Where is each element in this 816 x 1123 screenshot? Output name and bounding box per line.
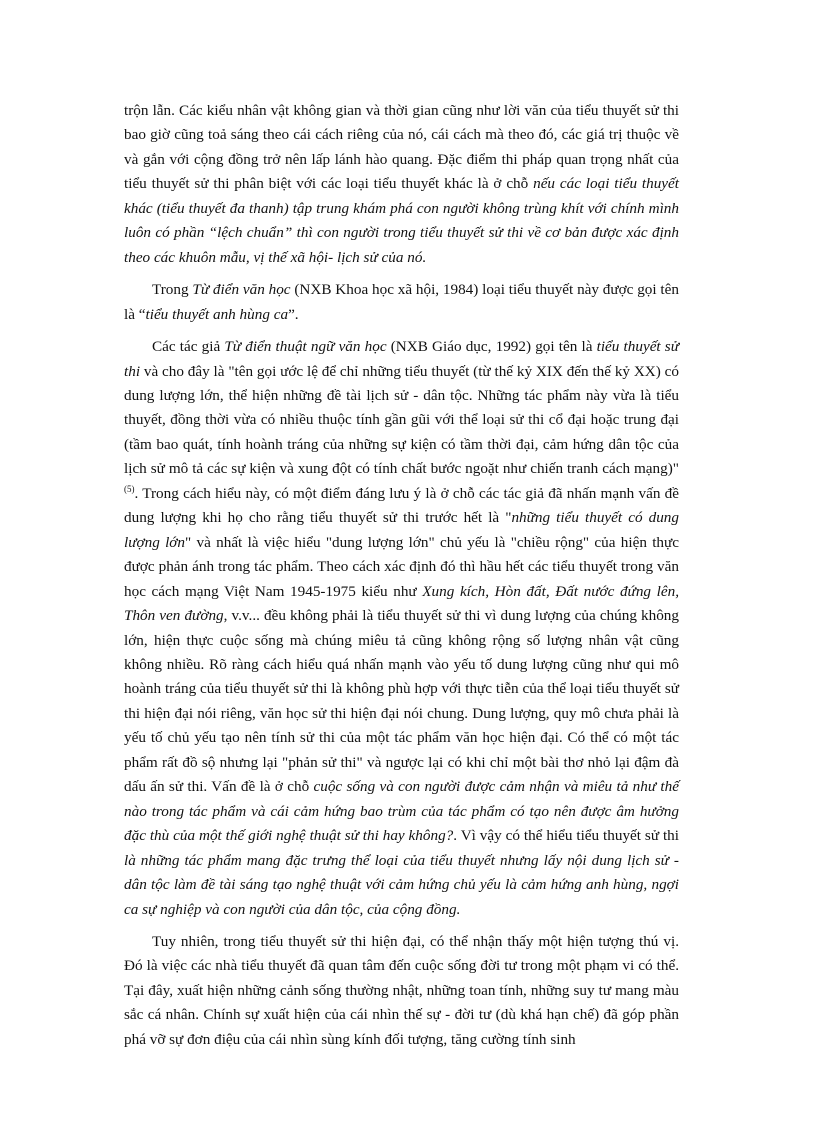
body-text: [124, 99, 679, 1052]
italic-run: cuộc sống và con người được cảm nhận và miêu tả như thế nào trong tác phẩm và cái cảm hứng bao trùm của tác phẩm có tạo nên được âm hưởng đặc thù của một thế giới nghệ thuật sử thi hay không?: [124, 778, 679, 845]
paragraph-3: [124, 335, 679, 922]
text-run: ”.: [288, 305, 299, 323]
paragraph-2: [124, 278, 679, 327]
paragraph-1: [124, 99, 679, 270]
italic-run: Xung kích, Hòn đất, Đất nước đứng lên, Thôn ven đường: [124, 582, 679, 625]
paragraph-4: [124, 930, 679, 1052]
text-run: . Trong cách hiểu này, có một điểm đáng lưu ý là ở chỗ các tác giả đã nhấn mạnh vấn đề dung lượng khi họ cho rằng tiểu thuyết sử thi trước hết là ": [124, 484, 679, 527]
text-run: (NXB Giáo dục, 1992) gọi tên là: [386, 338, 597, 356]
italic-run: Từ điển thuật ngữ văn học: [224, 338, 387, 356]
text-run: Trong: [152, 281, 193, 299]
text-run: trộn lẫn. Các kiểu nhân vật không gian và thời gian cũng như lời văn của tiểu thuyết sử thi bao giờ cũng toả sáng theo cái cách riêng của nó, cái cách mà theo đó, các giá trị thuộc về và gắn với cộng đồng trở nên lấp lánh hào quang. Đặc điểm thi pháp quan trọng nhất của tiểu thuyết sử thi phân biệt với các loại tiểu thuyết khác là ở chỗ: [124, 102, 679, 193]
italic-run: tiểu thuyết anh hùng ca: [145, 305, 289, 323]
text-run: . Vì vậy có thể hiểu tiểu thuyết sử thi: [453, 827, 679, 845]
text-run: (NXB Khoa học xã hội, 1984) loại tiểu thuyết này được gọi tên là “: [124, 281, 679, 323]
italic-run: những tiểu thuyết có dung lượng lớn: [124, 509, 679, 551]
footnote-ref: (5): [124, 483, 135, 494]
text-run: , v.v... đều không phải là tiểu thuyết sử thi vì dung lượng của chúng không lớn, hiện thực cuộc sống mà chúng miêu tả cũng không rộng số lượng nhân vật cũng không nhiều. Rõ ràng cách hiểu quá nhấn mạnh vào yếu tố dung lượng cũng như qui mô hoành tráng của tiểu thuyết sử thi là không phù hợp với thực tiễn của thể loại tiểu thuyết sử thi hiện đại nói riêng, văn học sử thi hiện đại nói chung. Dung lượng, quy mô chưa phải là yếu tố chủ yếu tạo nên tính sử thi của một tác phẩm văn học hiện đại. Có thể có một tác phẩm rất đồ sộ nhưng lại "phản sử thi" và ngược lại có khi chỉ một bài thơ nhỏ lại đậm đà dấu ấn sử thi. Vấn đề là ở chỗ: [124, 607, 679, 796]
text-run: " và nhất là việc hiểu "dung lượng lớn" chủ yếu là "chiều rộng" của hiện thực được phản ánh trong tác phẩm. Theo cách xác định đó thì hầu hết các tiểu thuyết trong văn học cách mạng Việt Nam 1945-1975 kiểu như: [124, 533, 679, 600]
text-run: Tuy nhiên, trong tiểu thuyết sử thi hiện đại, có thể nhận thấy một hiện tượng thú vị. Đó là việc các nhà tiểu thuyết đã quan tâm đến cuộc sống đời tư trong một phạm vi có thể. Tại đây, xuất hiện những cảnh sống thường nhật, những toan tính, những suy tư mang màu sắc cá nhân. Chính sự xuất hiện của cái nhìn thế sự - đời tư (dù khá hạn chế) đã góp phần phá vỡ sự đơn điệu của cái nhìn sùng kính đối tượng, tăng cường tính sinh: [124, 932, 679, 1048]
italic-run: là những tác phẩm mang đặc trưng thể loại của tiểu thuyết nhưng lấy nội dung lịch sử - dân tộc làm đề tài sáng tạo nghệ thuật với cảm hứng chủ yếu là cảm hứng anh hùng, ngợi ca sự nghiệp và con người của dân tộc, của cộng đồng.: [124, 851, 679, 918]
italic-run: tiểu thuyết sử thi: [124, 338, 680, 380]
italic-run: Từ điển văn học: [192, 281, 291, 299]
text-run: và cho đây là "tên gọi ước lệ để chỉ những tiểu thuyết (từ thế kỷ XIX đến thế kỷ XX) có dung lượng lớn, thể hiện những đề tài lịch sử - dân tộc. Những tác phẩm này vừa là tiểu thuyết, đồng thời vừa có nhiều thuộc tính gần gũi với thể loại sử thi cổ đại hoặc trung đại (tầm bao quát, tính hoành tráng của những sự kiện có tầm thời đại, cảm hứng dân tộc của lịch sử mô tả các sự kiện và xung đột có tính chất bước ngoặt như chiến tranh cách mạng)": [124, 362, 679, 478]
italic-run: nếu các loại tiểu thuyết khác (tiểu thuyết đa thanh) tập trung khám phá con người không trùng khít với chính mình luôn có phần “lệch chuẩn” thì con người trong tiểu thuyết sử thi về cơ bản được xác định theo các khuôn mẫu, vị thế xã hội- lịch sử của nó.: [124, 175, 679, 266]
text-run: Các tác giả: [152, 338, 225, 356]
